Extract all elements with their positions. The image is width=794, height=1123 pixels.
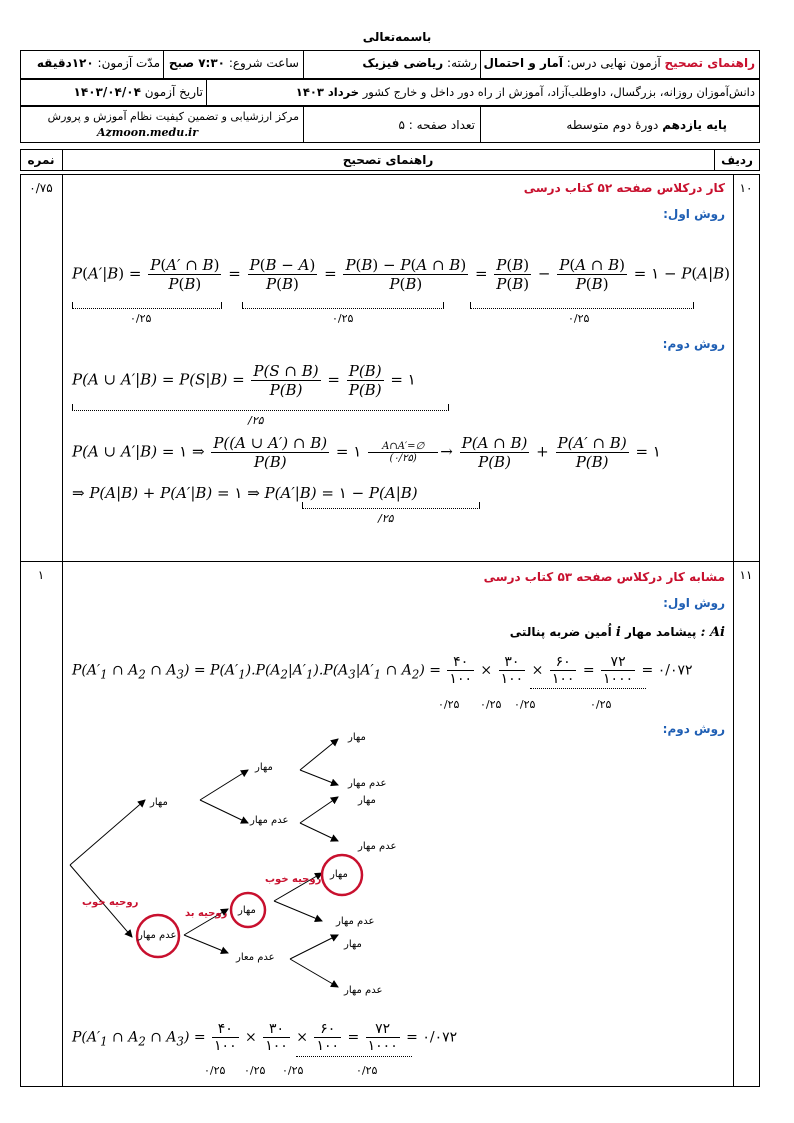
q11-pt-5: ۰/۲۵ xyxy=(204,1064,226,1077)
q11-d100-a: ۱۰۰ xyxy=(449,671,472,687)
grade-rest: دورهٔ دوم متوسطه xyxy=(566,118,659,132)
q10-disjoint: A∩A′=∅ xyxy=(368,441,438,453)
q11-n60: ۶۰ xyxy=(550,654,577,671)
q10-method1-label: روش اول: xyxy=(663,207,725,221)
q10-brace-2 xyxy=(242,302,444,309)
pages-label: تعداد صفحه : xyxy=(408,118,475,132)
tree-label-nosave: عدم مهار xyxy=(358,841,397,852)
q10-brace-4 xyxy=(72,404,449,411)
tree-label-nosave: عدم مهار xyxy=(250,815,289,826)
q10-title: کار درکلاس صفحه ۵۲ کتاب درسی xyxy=(523,181,725,195)
q11-d100-c: ۱۰۰ xyxy=(551,671,575,687)
tree-label-nosave: عدم مهار xyxy=(336,916,375,927)
q11-def-var: i xyxy=(615,625,621,640)
col-score-header: نمره xyxy=(27,153,55,167)
q10-one-3: ۱ xyxy=(179,442,188,461)
grade-bold: پایه یازدهم xyxy=(662,118,727,132)
q11-n72-b: ۷۲ xyxy=(366,1021,400,1038)
answer-key-label: راهنمای تصحیح xyxy=(664,56,755,70)
q11-pt-7: ۰/۲۵ xyxy=(282,1064,304,1077)
q11-d100-f: ۱۰۰ xyxy=(316,1038,339,1054)
tree-branch xyxy=(300,823,338,841)
q10-pt-3: ۰/۲۵ xyxy=(568,312,590,325)
bismillah: باسمه‌تعالی xyxy=(362,30,432,44)
q11-pt-2: ۰/۲۵ xyxy=(480,698,502,711)
q10-score: ۰/۷۵ xyxy=(29,181,53,195)
tree-branch xyxy=(184,935,228,953)
q10-pt-4: /۲۵ xyxy=(248,414,264,427)
tree-label-nosave-typo: عدم معار xyxy=(236,952,275,963)
date-label: تاریخ آزمون xyxy=(144,85,203,99)
q11-d100-e: ۱۰۰ xyxy=(265,1038,288,1054)
pages-value: ۵ xyxy=(398,118,405,132)
q11-n40-b: ۴۰ xyxy=(212,1021,239,1038)
tree-label-save: مهار xyxy=(344,939,362,950)
tree-branch xyxy=(300,739,338,770)
col-key-header: راهنمای تصحیح xyxy=(342,153,434,167)
tree-label-save: مهار xyxy=(348,732,366,743)
tree-label-save: مهار xyxy=(358,795,376,806)
q11-result: ۰/۰۷۲ xyxy=(657,662,693,679)
q10-brace-3 xyxy=(470,302,694,309)
q11-result-b: ۰/۰۷۲ xyxy=(422,1029,458,1046)
q10-one-4: ۱ xyxy=(353,442,362,461)
tree-label-good-mood: روحیه خوب xyxy=(265,874,322,885)
q11-score: ۱ xyxy=(37,568,45,582)
q11-n60-b: ۶۰ xyxy=(314,1021,341,1038)
exam-title-cell xyxy=(481,56,755,70)
q11-n30-b: ۳۰ xyxy=(263,1021,290,1038)
q11-definition xyxy=(420,625,725,640)
q10-formula-3: P(A ∪ A′|B) = ۱ ⇒ $\frac{P((A \cup A') \cap B)}{P(B)}$ = ۱ $\frac{A\cap A'=\emptyset}{(۰/۲۵)}$ → $\frac{P(A \cap B)}{P(B)}$ + $\frac{P(A' \cap B)}{P(B)}$ = ۱ xyxy=(72,434,661,471)
tree-branch xyxy=(70,800,145,865)
q10-method2-label: روش دوم: xyxy=(662,337,725,351)
col-row-header: ردیف xyxy=(721,153,753,167)
q11-formula-2: $P(A'_1$ ∩ $A_2$ ∩ $A_3$) = $\frac{۴۰}{۱۰۰}$ × $\frac{۳۰}{۱۰۰}$ × $\frac{۶۰}{۱۰۰}$ = $\frac{۷۲}{۱۰۰۰}$ = ۰/۰۷۲ xyxy=(72,1021,458,1054)
pages-cell xyxy=(305,118,475,132)
q11-pt-4: ۰/۲۵ xyxy=(590,698,612,711)
q11-pt-1: ۰/۲۵ xyxy=(438,698,460,711)
duration-label: مدّت آزمون: xyxy=(97,56,160,70)
field-label: رشته: xyxy=(447,56,477,70)
q10-pt-1: ۰/۲۵ xyxy=(130,312,152,325)
q10-formula-1: P(A′|B) = $\frac{P(A' \cap B)}{P(B)}$ = $\frac{P(B - A)}{P(B)}$ = $\frac{P(B) - P(A \cap B)}{P(B)}$ = $\frac{P(B)}{P(B)}$ − $\frac{P(A \cap B)}{P(B)}$ = ۱ − P(A|B) xyxy=(72,256,731,293)
grade-cell xyxy=(482,118,727,132)
q11-d100-d: ۱۰۰ xyxy=(214,1038,237,1054)
tree-label-good-mood: روحیه خوب xyxy=(82,897,139,908)
course-name: آمار و احتمال xyxy=(483,56,563,70)
tree-label-bad-mood: روحیه بد xyxy=(185,908,228,919)
tree-label-nosave: عدم مهار xyxy=(344,985,383,996)
start-value: ۷:۳۰ صبح xyxy=(168,56,226,70)
q10-number: ۱۰ xyxy=(739,181,753,195)
q11-d1000-b: ۱۰۰۰ xyxy=(367,1038,398,1054)
center-name: مرکز ارزشیابی و تضمین کیفیت نظام آموزش و پرورش xyxy=(47,110,299,123)
q11-pt-3: ۰/۲۵ xyxy=(514,698,536,711)
q10-one-6: ۱ xyxy=(234,484,243,502)
field-cell xyxy=(305,56,477,70)
tree-branch xyxy=(300,770,338,785)
q11-pt-8: ۰/۲۵ xyxy=(356,1064,378,1077)
tree-label-save: مهار xyxy=(255,762,273,773)
duration-value: ۱۲۰دقیقه xyxy=(36,56,94,70)
date-value: ۱۴۰۳/۰۴/۰۴ xyxy=(73,85,141,99)
tree-label-save-circled: مهار xyxy=(238,905,256,916)
date-cell xyxy=(25,85,203,99)
start-time-cell xyxy=(166,56,299,70)
tree-branch xyxy=(274,901,322,921)
students-cell xyxy=(210,85,755,99)
q10-one-7: ۱ xyxy=(338,484,347,502)
tree-label-save: مهار xyxy=(150,797,168,808)
q11-pt-6: ۰/۲۵ xyxy=(244,1064,266,1077)
duration-cell xyxy=(22,56,160,70)
students-line: دانش‌آموزان روزانه، بزرگسال، داوطلب‌آزاد، آموزش از راه دور داخل و خارج کشور xyxy=(362,85,755,99)
tree-branch xyxy=(290,959,338,987)
q11-n40: ۴۰ xyxy=(447,654,474,671)
q10-formula-2: P(A ∪ A′|B) = P(S|B) = $\frac{P(S \cap B)}{P(B)}$ = $\frac{P(B)}{P(B)}$ = ۱ xyxy=(72,362,416,399)
website: Azmoon.medu.ir xyxy=(96,126,199,139)
tree-branch xyxy=(300,797,338,823)
q11-method1-label: روش اول: xyxy=(663,596,725,610)
q11-method2-label: روش دوم: xyxy=(662,722,725,736)
q11-number: ۱۱ xyxy=(739,568,753,582)
exam-prefix: آزمون نهایی درس: xyxy=(566,56,661,70)
q10-one-5: ۱ xyxy=(652,442,661,461)
q11-title: مشابه کار درکلاس صفحه ۵۳ کتاب درسی xyxy=(483,570,725,584)
field-value: ریاضی فیزیک xyxy=(362,56,444,70)
q11-def-label: پیشامد مهار xyxy=(625,625,697,639)
session-value: خرداد ۱۴۰۳ xyxy=(295,85,360,99)
q10-one-2: ۱ xyxy=(407,370,416,389)
q11-formula-1: $P(A'_1$ ∩ $A_2$ ∩ $A_3) = P(A'_1).P(A_2|A'_1).P(A_3|A'_1$ ∩ $A_2$) = $\frac{۴۰}{۱۰۰}$ × $\frac{۳۰}{۱۰۰}$ × $\frac{۶۰}{۱۰۰}$ = $\frac{۷۲}{۱۰۰۰}$ = ۰/۰۷۲ xyxy=(72,654,693,687)
q11-d100-b: ۱۰۰ xyxy=(500,671,524,687)
tree-branch xyxy=(200,770,248,800)
q10-pt-5: /۲۵ xyxy=(378,512,394,525)
tree-label-save-circled: مهار xyxy=(330,869,348,880)
row-divider xyxy=(20,561,760,562)
start-label: ساعت شروع: xyxy=(228,56,299,70)
q11-n72: ۷۲ xyxy=(601,654,635,671)
q11-n30: ۳۰ xyxy=(499,654,526,671)
q11-def-symbol: Ai : xyxy=(700,625,725,640)
q10-brace-5 xyxy=(302,502,480,509)
q10-one: ۱ xyxy=(651,264,660,283)
q10-brace-1 xyxy=(72,302,222,309)
q11-d1000: ۱۰۰۰ xyxy=(603,671,634,687)
tree-branch xyxy=(290,935,338,959)
tree-label-nosave-circled: عدم مهار xyxy=(138,930,177,941)
tree-label-nosave: عدم مهار xyxy=(348,778,387,789)
q10-formula-4: ⇒ P(A|B) + P(A′|B) = ۱ ⇒ P(A′|B) = ۱ − P(A|B) xyxy=(72,484,418,502)
q10-pt-2: ۰/۲۵ xyxy=(332,312,354,325)
q10-pt-paren: (۰/۲۵) xyxy=(389,453,417,464)
q11-def-rest: اُمین ضربه پنالتی xyxy=(509,625,612,639)
tree-branch xyxy=(200,800,248,823)
